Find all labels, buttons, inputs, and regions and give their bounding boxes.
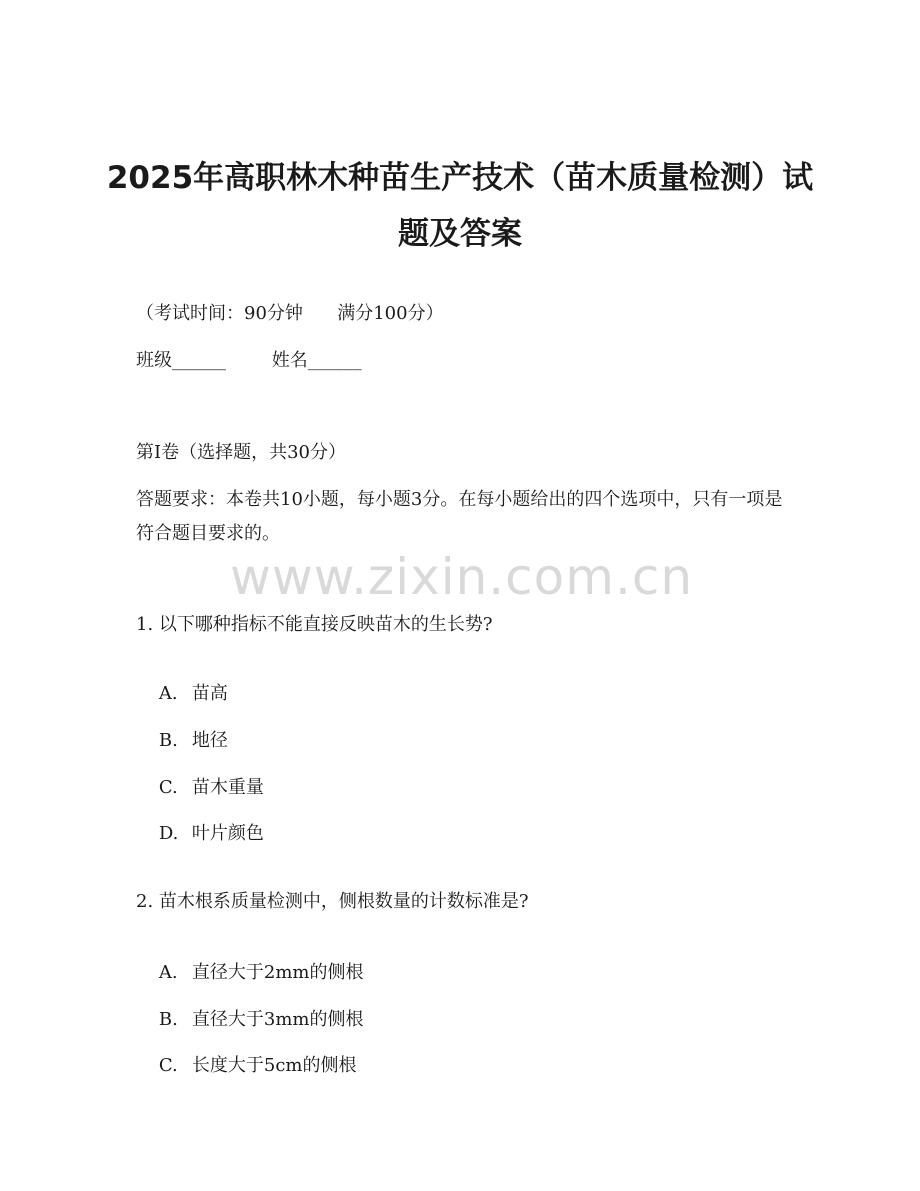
option-label: A.: [158, 962, 178, 983]
option-text: 长度大于5cm的侧根: [191, 1055, 357, 1076]
question-stem: 1. 以下哪种指标不能直接反映苗木的生长势?: [136, 614, 493, 635]
option-label: A.: [158, 683, 178, 704]
option-text: 地径: [191, 730, 228, 751]
exam-info: （考试时间：90分钟 满分100分）: [136, 303, 444, 324]
section-heading: 第I卷（选择题，共30分）: [136, 442, 347, 463]
option-text: 叶片颜色: [191, 823, 264, 844]
answer-option: [136, 1030, 357, 1102]
document-title: 2025年高职林木种苗生产技术（苗木质量检测）试题及答案: [106, 160, 814, 252]
option-label: D.: [158, 823, 179, 844]
option-label: C.: [158, 777, 178, 798]
option-text: 苗木重量: [191, 777, 264, 798]
question-stem: 2. 苗木根系质量检测中，侧根数量的计数标准是?: [136, 891, 529, 912]
watermark-text: www.zixin.com.cn: [230, 548, 694, 606]
option-label: B.: [158, 730, 178, 751]
option-text: 苗高: [191, 683, 228, 704]
answer-option: [136, 798, 264, 870]
option-label: C.: [158, 1055, 178, 1076]
option-text: 直径大于3mm的侧根: [191, 1009, 364, 1030]
option-text: 直径大于2mm的侧根: [191, 962, 364, 983]
instructions: 答题要求：本卷共10小题，每小题3分。在每小题给出的四个选项中，只有一项是符合题目要求的。: [136, 489, 783, 544]
option-label: B.: [158, 1009, 178, 1030]
class-name-line: 班级______ 姓名______: [136, 350, 362, 371]
